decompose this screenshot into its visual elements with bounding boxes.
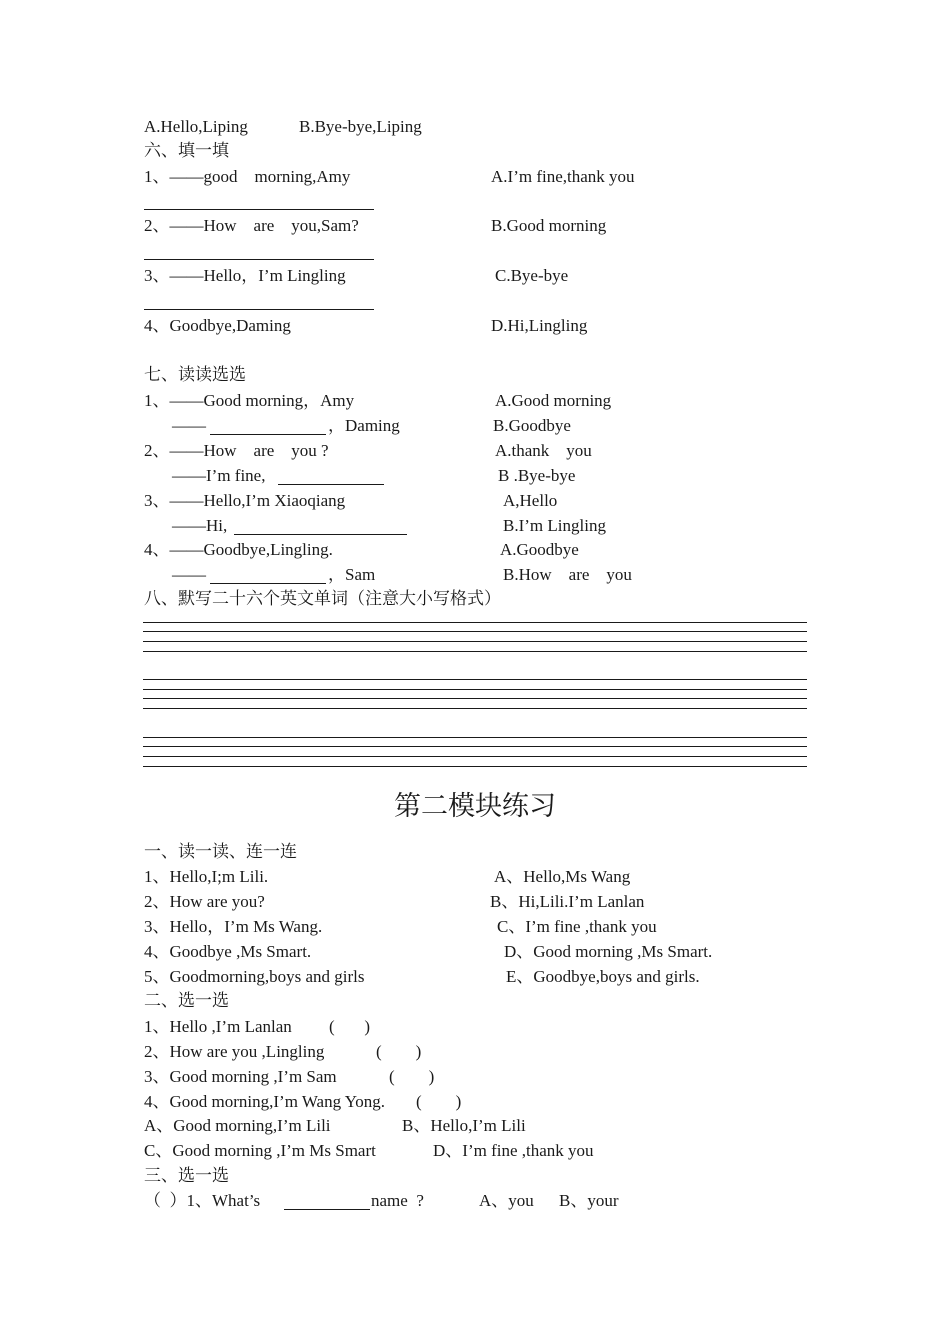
sec7-question-2: 2、——How are you ? — [144, 441, 329, 460]
m2-choice-answer-2[interactable]: ( ) — [376, 1042, 422, 1061]
sec6-question-2: 2、——How are you,Sam? — [144, 216, 359, 235]
sec7-question-1: 1、——Good morning，Amy — [144, 391, 355, 410]
sec5-option-a: A.Hello,Liping — [144, 117, 248, 136]
m2-match-left-5: 5、Goodmorning,boys and girls — [144, 967, 365, 986]
sec7-q4-option-a: A.Goodbye — [500, 540, 579, 559]
sec7-q1-option-a: A.Good morning — [495, 391, 612, 410]
m2-part3-answer-blank[interactable] — [284, 1209, 370, 1210]
m2-match-right-c: C、I’m fine ,thank you — [497, 917, 657, 936]
writing-line — [143, 689, 807, 690]
sec6-question-4: 4、Goodbye,Daming — [144, 316, 291, 335]
m2-choice-question-3: 3、Good morning ,I’m Sam — [144, 1067, 337, 1086]
sec7-q1-option-b: B.Goodbye — [493, 416, 571, 435]
sec7-q4-answer-suffix: ，Sam — [328, 565, 376, 584]
writing-line — [143, 641, 807, 642]
sec6-option-b: B.Good morning — [491, 216, 607, 235]
m2-choice-option-c: C、Good morning ,I’m Ms Smart — [144, 1141, 376, 1160]
writing-line — [143, 756, 807, 757]
sec7-q3-option-a: A,Hello — [503, 491, 558, 510]
sec7-q4-option-b: B.How are you — [503, 565, 632, 584]
m2-match-right-d: D、Good morning ,Ms Smart. — [504, 942, 713, 961]
sec7-question-3: 3、——Hello,I’m Xiaoqiang — [144, 491, 346, 510]
m2-part3-question-prefix: （ ）1、What’s — [144, 1191, 261, 1210]
writing-line — [143, 737, 807, 738]
sec6-answer-line-3[interactable] — [144, 309, 374, 310]
m2-part3-option-b: B、your — [559, 1191, 619, 1210]
writing-line — [143, 746, 807, 747]
sec7-q1-answer-suffix: ，Daming — [328, 416, 400, 435]
module-title: 第二模块练习 — [394, 791, 556, 821]
m2-part1-heading: 一、读一读、连一连 — [144, 842, 297, 861]
m2-match-left-1: 1、Hello,I;m Lili. — [144, 867, 269, 886]
m2-match-left-3: 3、Hello，I’m Ms Wang. — [144, 917, 323, 936]
m2-choice-answer-3[interactable]: ( ) — [389, 1067, 435, 1086]
writing-line — [143, 622, 807, 623]
m2-choice-answer-1[interactable]: ( ) — [329, 1017, 371, 1036]
m2-choice-question-1: 1、Hello ,I’m Lanlan — [144, 1017, 292, 1036]
m2-part3-option-a: A、you — [479, 1191, 534, 1210]
m2-choice-option-d: D、I’m fine ,thank you — [433, 1141, 594, 1160]
m2-match-right-e: E、Goodbye,boys and girls. — [506, 967, 700, 986]
sec7-q1-answer-blank[interactable] — [210, 434, 326, 435]
m2-choice-question-4: 4、Good morning,I’m Wang Yong. — [144, 1092, 386, 1111]
sec5-option-b: B.Bye-bye,Liping — [299, 117, 422, 136]
m2-choice-option-a: A、Good morning,I’m Lili — [144, 1116, 331, 1135]
sec6-question-3: 3、——Hello，I’m Lingling — [144, 266, 346, 285]
writing-line — [143, 631, 807, 632]
writing-line — [143, 708, 807, 709]
sec6-option-a: A.I’m fine,thank you — [491, 167, 635, 186]
m2-match-left-4: 4、Goodbye ,Ms Smart. — [144, 942, 312, 961]
writing-line — [143, 679, 807, 680]
sec7-q1-answer-prefix: —— — [172, 416, 206, 435]
sec7-q2-answer-prefix: ——I’m fine, — [172, 466, 266, 485]
m2-part3-heading: 三、选一选 — [144, 1166, 229, 1185]
writing-line — [143, 698, 807, 699]
m2-match-right-a: A、Hello,Ms Wang — [494, 867, 631, 886]
sec6-answer-line-1[interactable] — [144, 209, 374, 210]
sec7-question-4: 4、——Goodbye,Lingling. — [144, 540, 333, 559]
sec7-q4-answer-blank[interactable] — [210, 583, 326, 584]
writing-line — [143, 766, 807, 767]
m2-choice-question-2: 2、How are you ,Lingling — [144, 1042, 325, 1061]
sec7-q2-answer-blank[interactable] — [278, 484, 384, 485]
sec8-heading: 八、默写二十六个英文单词（注意大小写格式） — [144, 589, 501, 608]
sec6-option-d: D.Hi,Lingling — [491, 316, 588, 335]
sec6-heading: 六、填一填 — [144, 141, 229, 160]
sec6-question-1: 1、——good morning,Amy — [144, 167, 351, 186]
sec7-heading: 七、读读选选 — [144, 365, 246, 384]
m2-part3-question-suffix: name ? — [371, 1191, 424, 1210]
sec7-q3-option-b: B.I’m Lingling — [503, 516, 606, 535]
m2-choice-option-b: B、Hello,I’m Lili — [402, 1116, 526, 1135]
sec7-q3-answer-blank[interactable] — [234, 534, 407, 535]
m2-choice-answer-4[interactable]: ( ) — [416, 1092, 462, 1111]
sec7-q2-option-b: B .Bye-bye — [498, 466, 576, 485]
writing-line — [143, 651, 807, 652]
sec6-option-c: C.Bye-bye — [495, 266, 569, 285]
m2-match-left-2: 2、How are you? — [144, 892, 265, 911]
sec7-q2-option-a: A.thank you — [495, 441, 592, 460]
m2-match-right-b: B、Hi,Lili.I’m Lanlan — [490, 892, 645, 911]
m2-part2-heading: 二、选一选 — [144, 991, 229, 1010]
sec6-answer-line-2[interactable] — [144, 259, 374, 260]
sec7-q3-answer-prefix: ——Hi, — [172, 516, 228, 535]
sec7-q4-answer-prefix: —— — [172, 565, 206, 584]
